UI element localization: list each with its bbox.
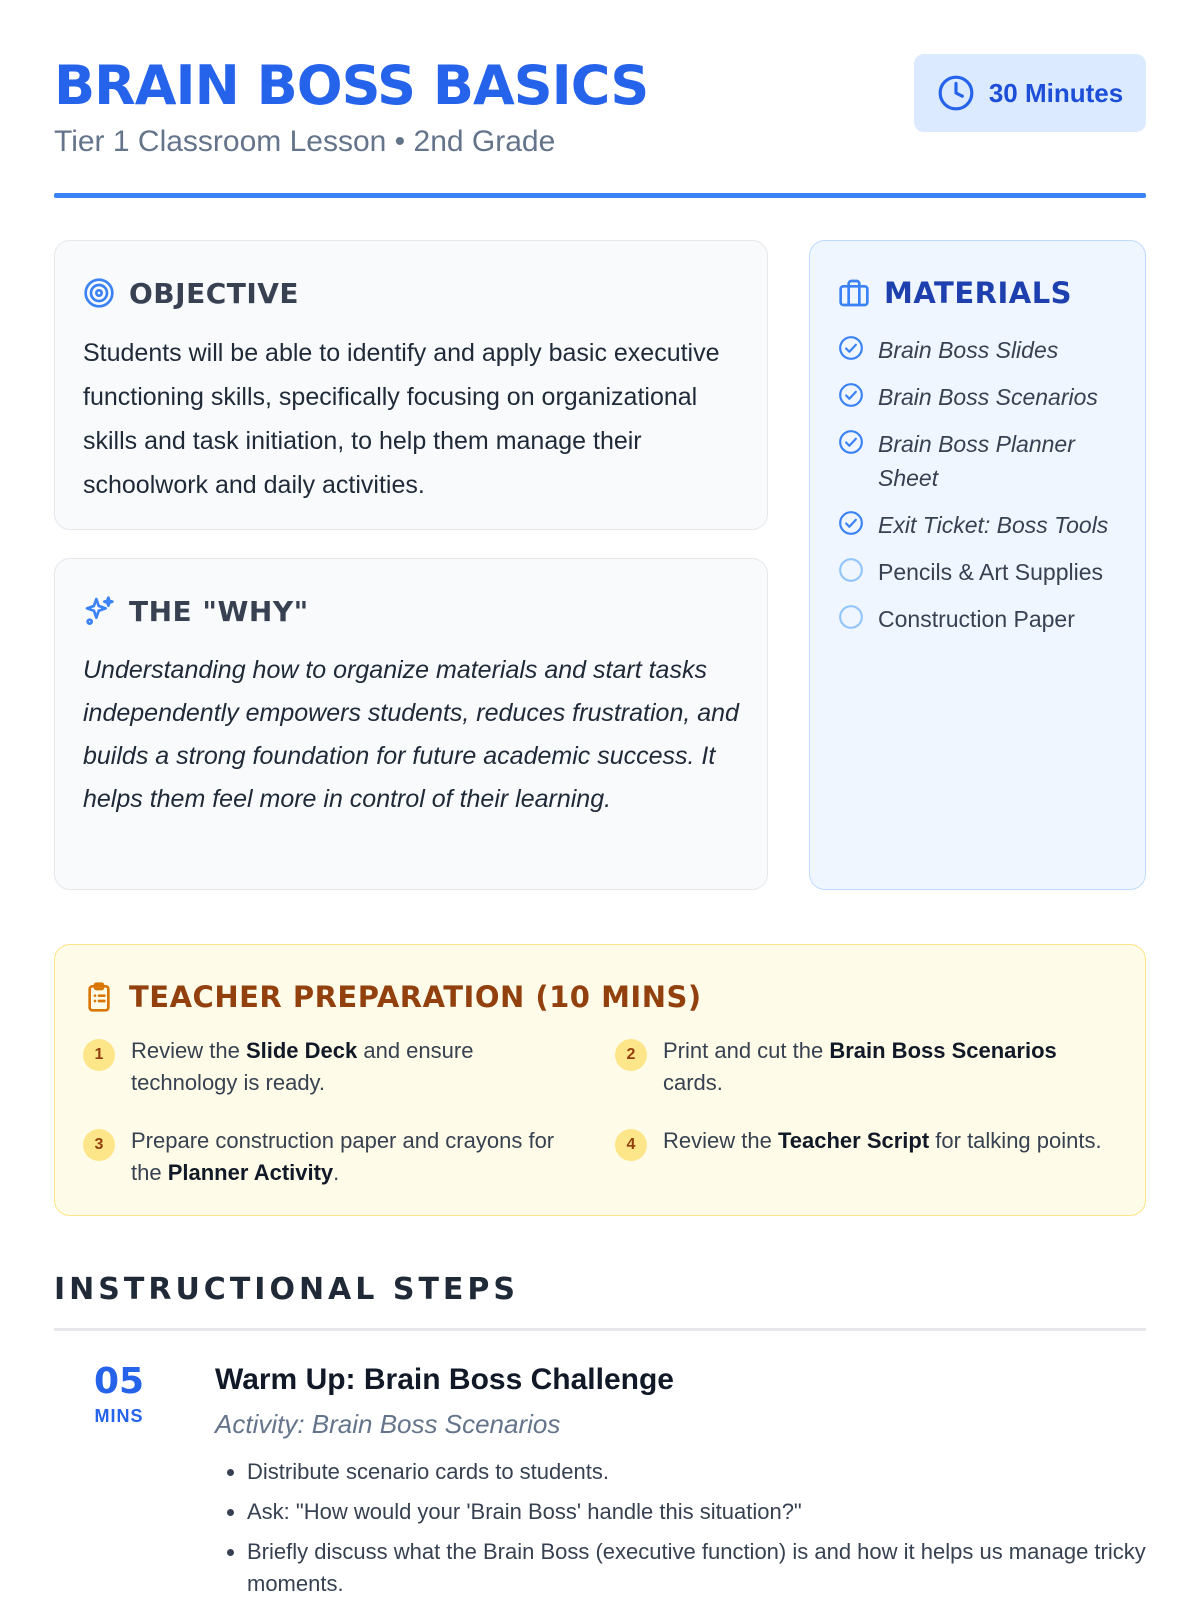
why-heading: THE "WHY" <box>129 594 309 628</box>
step-number-badge: 2 <box>615 1039 647 1071</box>
steps-divider <box>54 1328 1146 1331</box>
preparation-text: Print and cut the Brain Boss Scenarios cards. <box>663 1038 1057 1095</box>
materials-heading: MATERIALS <box>884 276 1073 310</box>
objective-heading: OBJECTIVE <box>129 276 300 310</box>
step-bullet: • Distribute scenario cards to students. <box>247 1456 1146 1488</box>
teacher-preparation-card <box>54 944 1146 1216</box>
preparation-item <box>83 1125 583 1189</box>
step-bullet: • Briefly discuss what the Brain Boss (executive function) is and how it helps us manage tricky moments. <box>247 1536 1146 1600</box>
material-item <box>838 380 1121 414</box>
step-content <box>215 1358 1146 1600</box>
header-divider <box>54 193 1146 198</box>
clipboard-list-icon <box>83 981 115 1013</box>
check-circle-icon <box>838 335 864 361</box>
preparation-header <box>83 979 1117 1015</box>
briefcase-icon <box>838 277 870 309</box>
preparation-text: Review the Slide Deck and ensure technology is ready. <box>131 1038 474 1095</box>
check-circle-icon <box>838 429 864 455</box>
objective-header <box>83 275 739 311</box>
step-duration <box>54 1358 184 1427</box>
step-number-badge: 1 <box>83 1039 115 1071</box>
preparation-text: Prepare construction paper and crayons for the Planner Activity. <box>131 1128 555 1185</box>
material-label: Brain Boss Planner Sheet <box>878 431 1075 491</box>
sparkles-icon <box>83 595 115 627</box>
duration-badge <box>914 54 1146 132</box>
materials-header <box>838 275 1121 311</box>
check-circle-icon <box>838 510 864 536</box>
material-item <box>838 427 1121 495</box>
materials-card <box>809 240 1146 890</box>
material-item <box>838 555 1121 589</box>
material-label: Exit Ticket: Boss Tools <box>878 512 1109 538</box>
page-title: BRAIN BOSS BASICS <box>54 54 649 117</box>
empty-circle-icon <box>838 604 864 630</box>
material-label: Pencils & Art Supplies <box>878 559 1104 585</box>
page-subtitle: Tier 1 Classroom Lesson • 2nd Grade <box>54 125 556 158</box>
step-bullet: • Ask: "How would your 'Brain Boss' handle this situation?" <box>247 1496 1146 1528</box>
step-number-badge: 3 <box>83 1129 115 1161</box>
material-item <box>838 508 1121 542</box>
material-item <box>838 602 1121 636</box>
preparation-item <box>83 1035 583 1099</box>
lesson-page <box>54 0 1146 1600</box>
material-label: Brain Boss Scenarios <box>878 384 1098 410</box>
step-minutes: 05 <box>93 1361 145 1402</box>
preparation-text: Review the Teacher Script for talking points. <box>663 1128 1102 1153</box>
preparation-item <box>615 1035 1115 1099</box>
objective-text: Students will be able to identify and apply basic executive functioning skills, specifically focusing on organizational skills and task initiation, to help them manage their schoolwork and daily activities. <box>83 339 720 499</box>
step-bullet-list <box>215 1456 1146 1600</box>
step-title: Warm Up: Brain Boss Challenge <box>215 1363 674 1396</box>
lesson-header <box>54 52 1146 162</box>
check-circle-icon <box>838 382 864 408</box>
step-activity: Activity: Brain Boss Scenarios <box>215 1409 561 1439</box>
clock-icon <box>937 74 975 112</box>
step-minutes-label: MINS <box>94 1406 144 1426</box>
preparation-item <box>615 1125 1115 1161</box>
instructional-steps-heading: INSTRUCTIONAL STEPS <box>54 1272 519 1307</box>
target-icon <box>83 277 115 309</box>
instructional-step <box>54 1358 1146 1600</box>
material-label: Brain Boss Slides <box>878 337 1059 363</box>
preparation-heading: TEACHER PREPARATION (10 MINS) <box>129 980 702 1014</box>
empty-circle-icon <box>838 557 864 583</box>
why-text: Understanding how to organize materials and start tasks independently empowers students, reduces frustration, and builds a strong foundation for future academic success. It helps them feel more in control of their learning. <box>83 656 739 813</box>
step-number-badge: 4 <box>615 1129 647 1161</box>
objective-card <box>54 240 768 530</box>
material-label: Construction Paper <box>878 606 1075 632</box>
materials-list <box>838 333 1121 636</box>
why-header <box>83 593 739 629</box>
duration-label: 30 Minutes <box>988 77 1124 108</box>
why-card <box>54 558 768 890</box>
material-item <box>838 333 1121 367</box>
